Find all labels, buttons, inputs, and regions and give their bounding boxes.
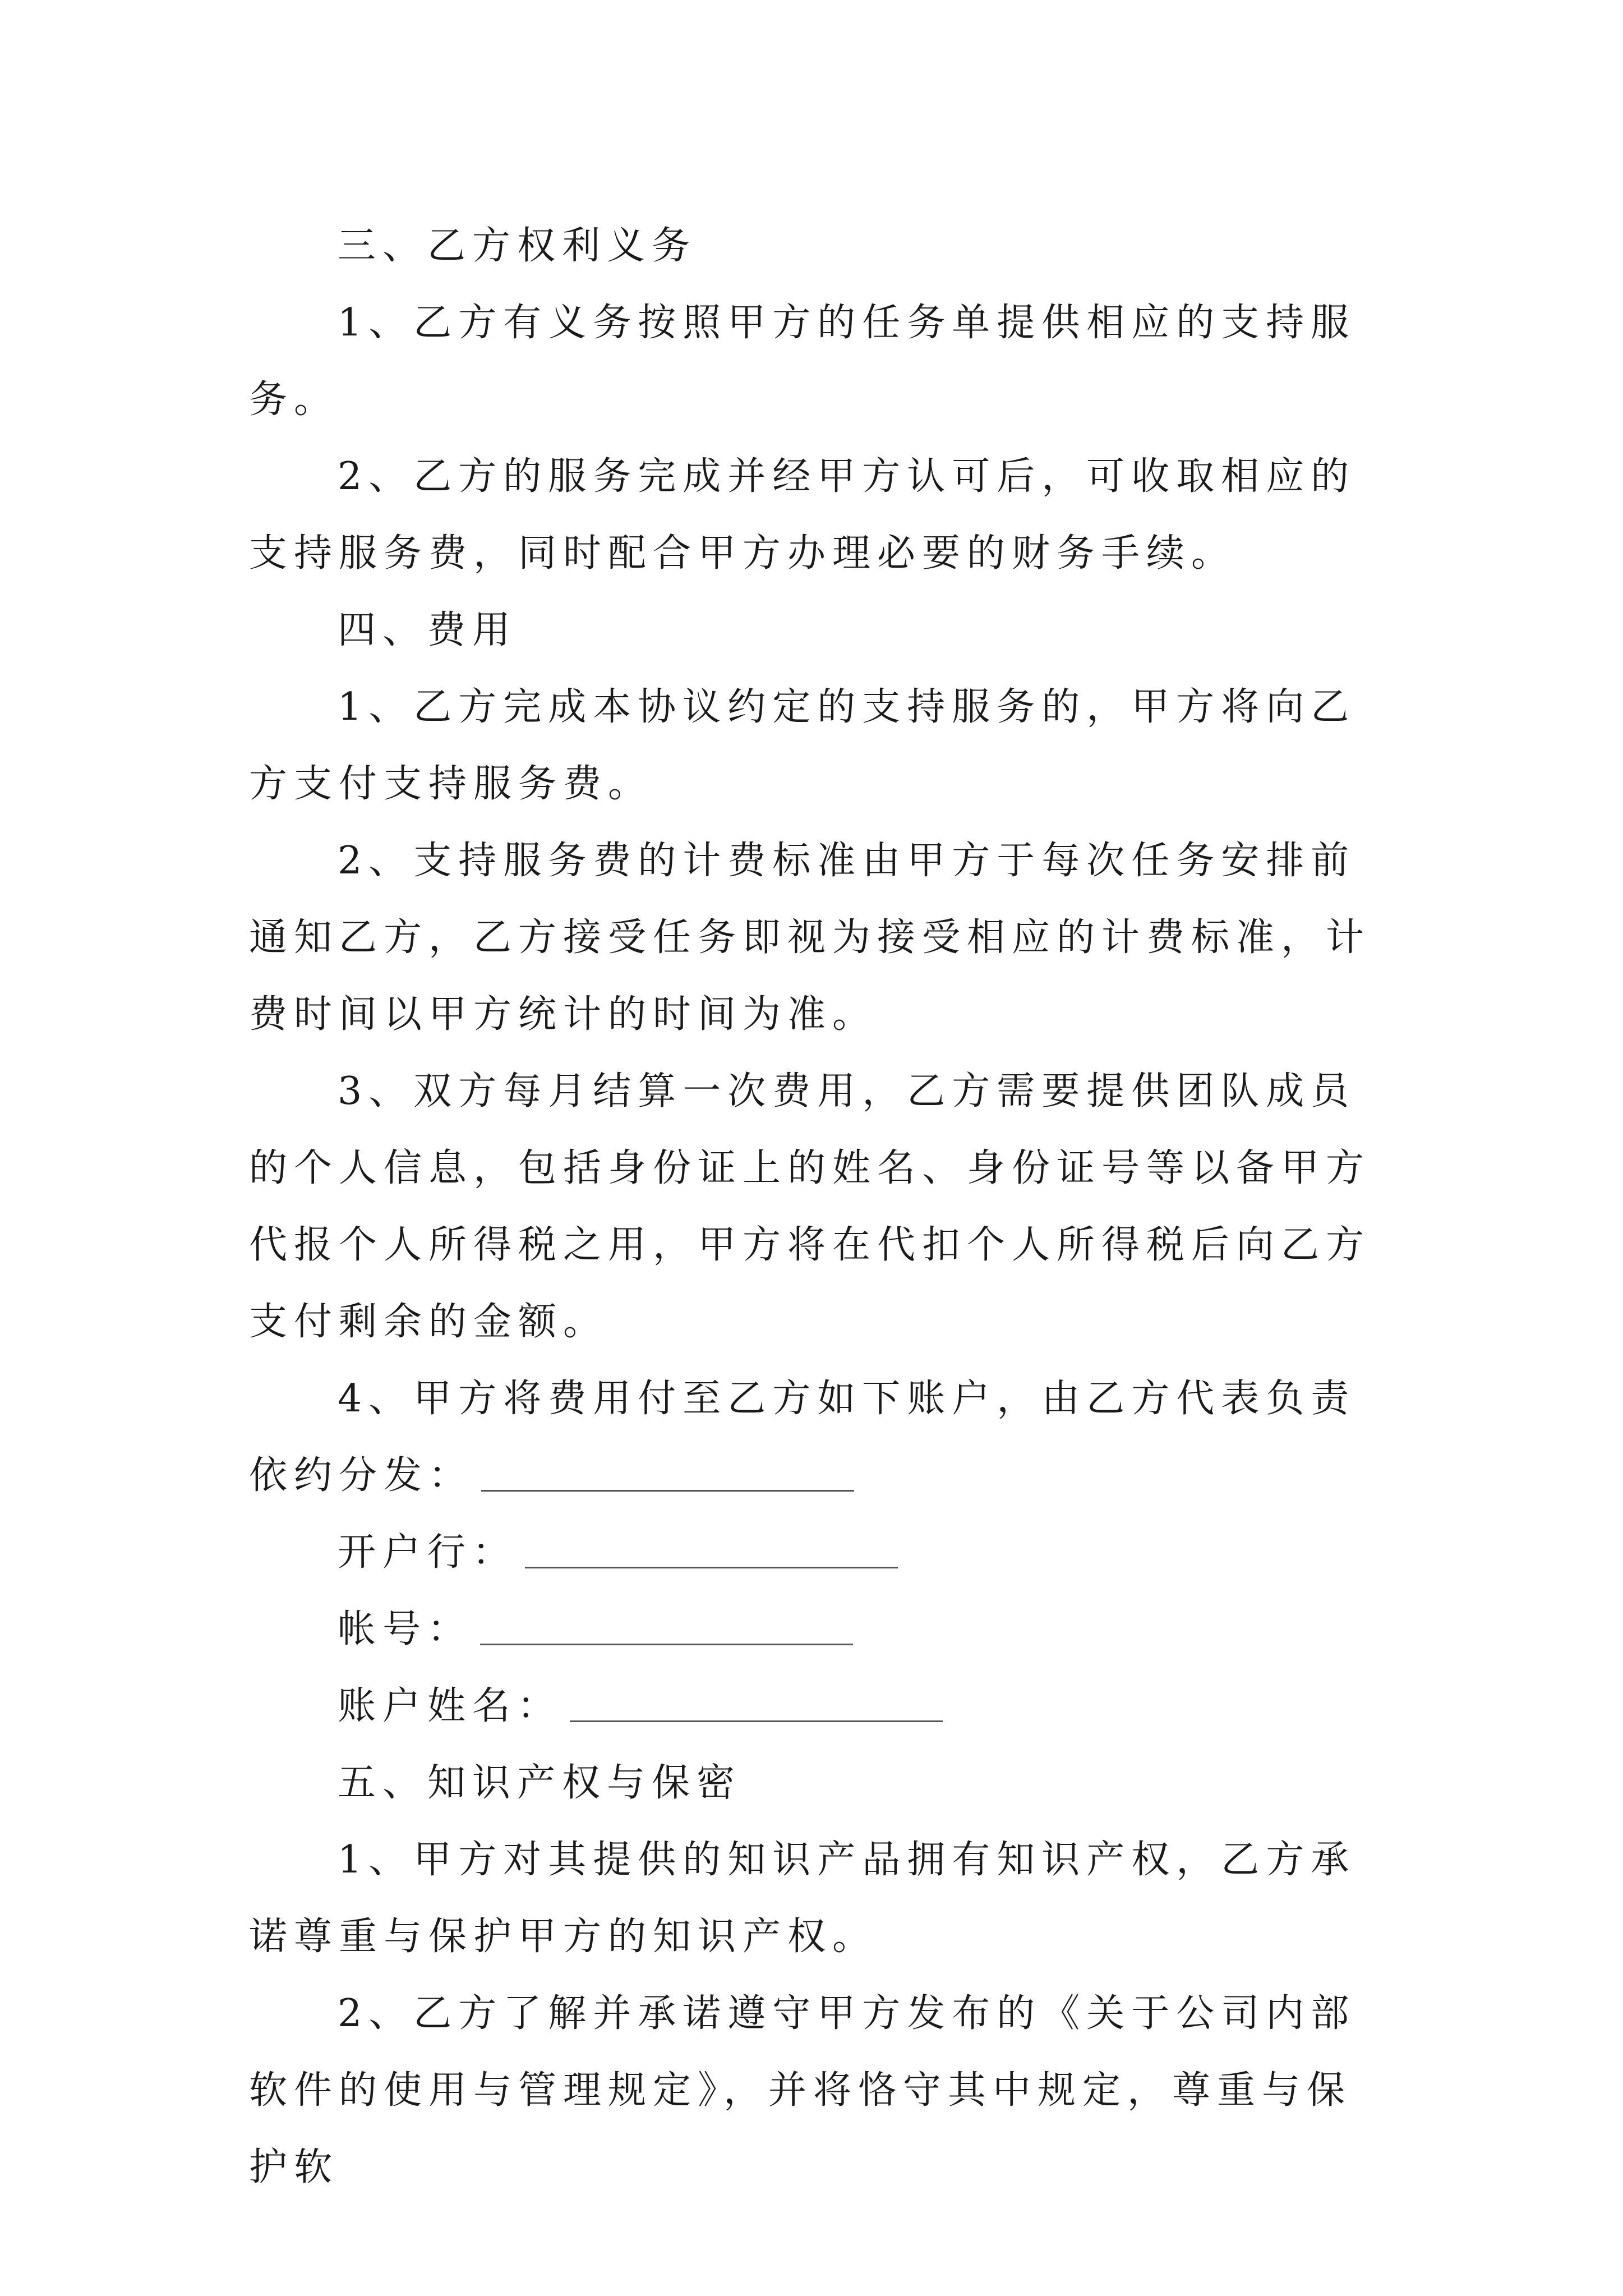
- section-3-heading: 三、乙方权利义务: [338, 224, 697, 268]
- section-4-clause-4: [249, 1360, 1390, 1514]
- document-body: [249, 208, 1390, 2206]
- bank-field-label: 开户行：: [338, 1530, 518, 1575]
- account-name-label: 账户姓名：: [338, 1684, 562, 1728]
- bank-blank-line: [525, 1565, 898, 1568]
- section-4-heading: 四、费用: [338, 608, 518, 652]
- bank-field: [249, 1514, 1390, 1591]
- section-4-clause-1: 1、乙方完成本协议约定的支持服务的，甲方将向乙方支付支持服务费。: [249, 685, 1356, 806]
- account-name-blank-line: [570, 1718, 943, 1722]
- account-number-label: 帐号：: [338, 1607, 473, 1651]
- account-number-blank-line: [480, 1641, 853, 1645]
- section-4-clause-4-text: 4、甲方将费用付至乙方如下账户，由乙方代表负责依约分发：: [249, 1377, 1356, 1498]
- account-name-field: [249, 1668, 1390, 1745]
- account-number-field: [249, 1591, 1390, 1668]
- section-5-clause-1: 1、甲方对其提供的知识产品拥有知识产权，乙方承诺尊重与保护甲方的知识产权。: [249, 1838, 1356, 1959]
- section-5-clause-2: 2、乙方了解并承诺遵守甲方发布的《关于公司内部软件的使用与管理规定》，并将恪守其中规定，尊重与保护软: [249, 1991, 1356, 2189]
- section-3-clause-1: 1、乙方有义务按照甲方的任务单提供相应的支持服务。: [249, 301, 1356, 422]
- section-4-clause-2: 2、支持服务费的计费标准由甲方于每次任务安排前通知乙方，乙方接受任务即视为接受相应的计费标准，计费时间以甲方统计的时间为准。: [249, 839, 1371, 1037]
- section-5-heading: 五、知识产权与保密: [338, 1761, 742, 1805]
- section-4-clause-3: 3、双方每月结算一次费用，乙方需要提供团队成员的个人信息，包括身份证上的姓名、身份证号等以备甲方代报个人所得税之用，甲方将在代扣个人所得税后向乙方支付剩余的金额。: [249, 1069, 1371, 1344]
- section-3-clause-2: 2、乙方的服务完成并经甲方认可后，可收取相应的支持服务费，同时配合甲方办理必要的财务手续。: [249, 454, 1356, 576]
- distribution-blank-line: [481, 1488, 854, 1492]
